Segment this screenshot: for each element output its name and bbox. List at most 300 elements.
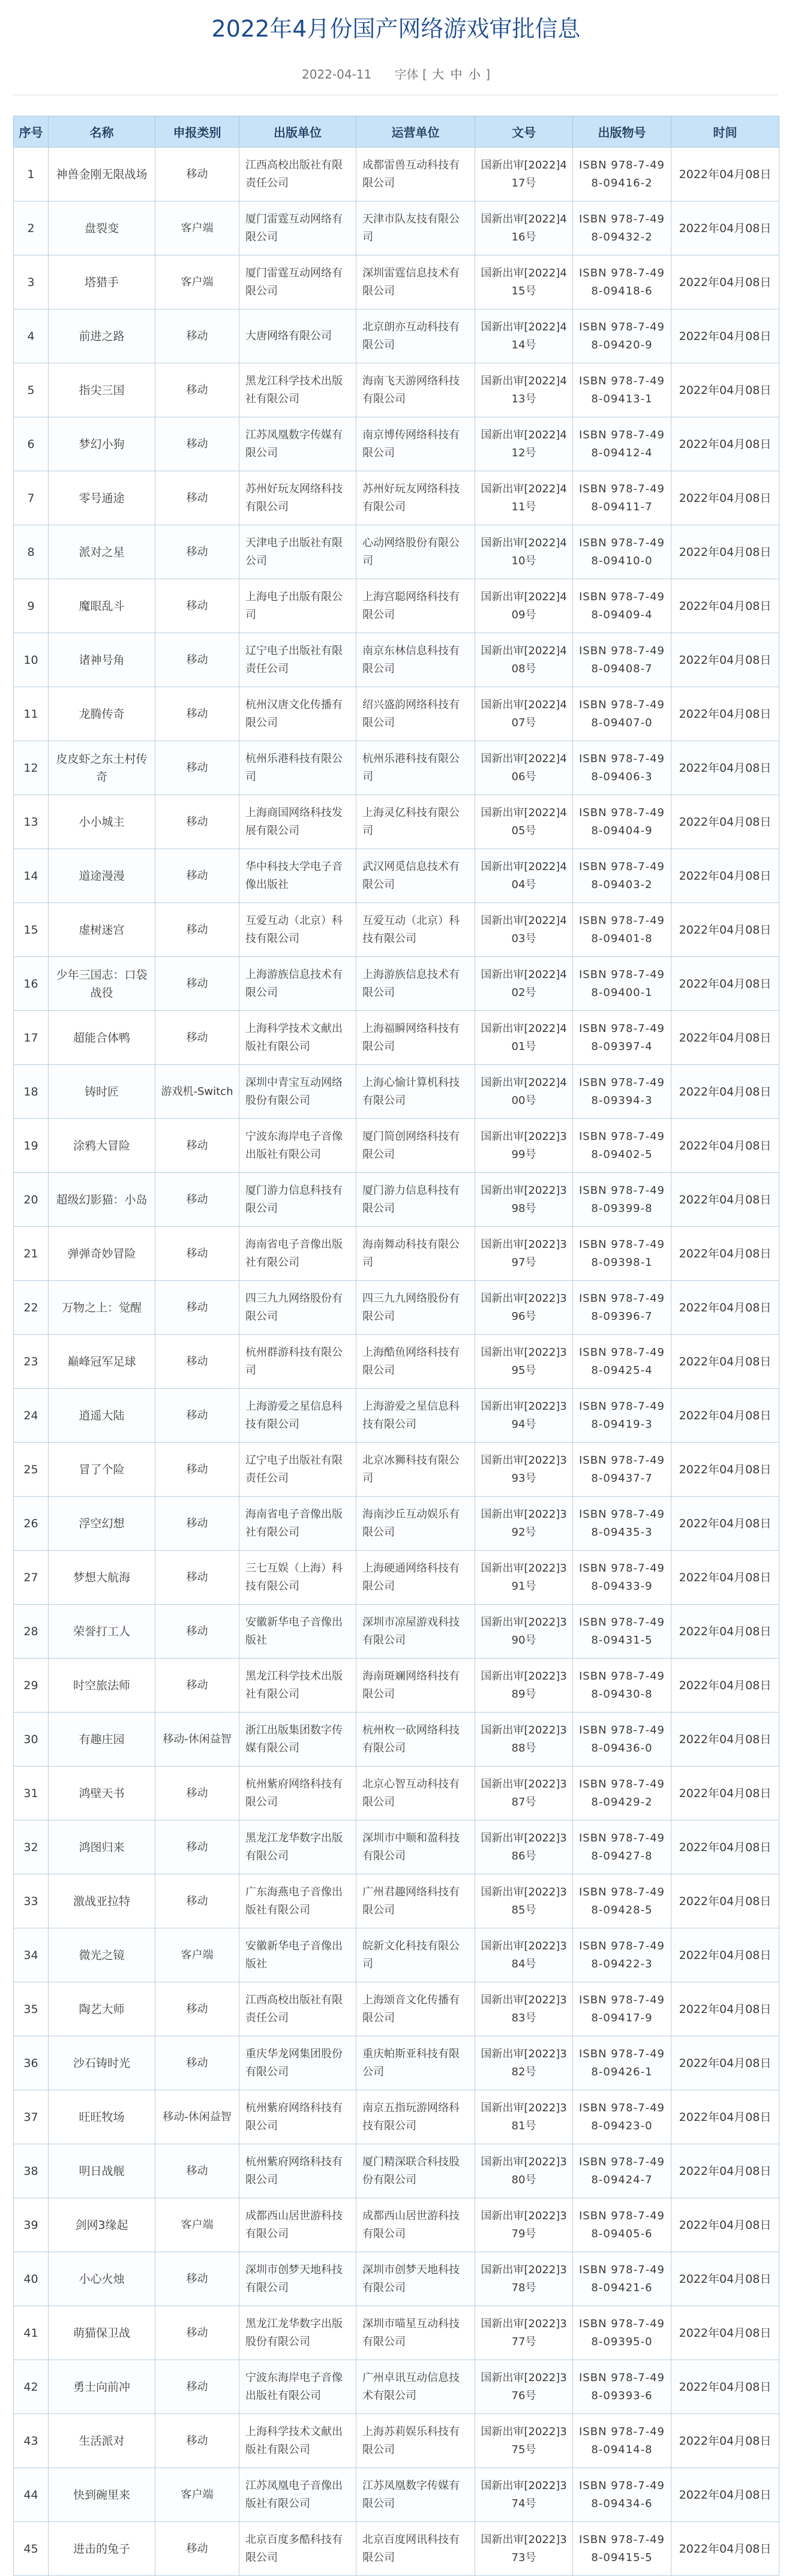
cell-name: 陶艺大师: [49, 1982, 155, 2036]
header-no: 序号: [14, 116, 49, 148]
cell-publisher: 浙江出版集团数字传媒有限公司: [239, 1713, 356, 1767]
cell-isbn: ISBN 978-7-498-09415-5: [573, 2522, 671, 2576]
cell-date: 2022年04月08日: [671, 1767, 779, 1820]
cell-name: 涂鸦大冒险: [49, 1119, 155, 1173]
cell-category: 移动-休闲益智: [155, 1713, 239, 1767]
cell-category: 游戏机-Switch: [155, 1065, 239, 1119]
cell-publisher: 北京百度多酷科技有限公司: [239, 2522, 356, 2576]
table-body: [14, 148, 779, 2576]
cell-date: 2022年04月08日: [671, 1443, 779, 1497]
cell-no: 33: [14, 1874, 49, 1928]
cell-approval-no: 国新出审[2022]376号: [475, 2360, 573, 2414]
cell-approval-no: 国新出审[2022]408号: [475, 633, 573, 687]
cell-category: 移动: [155, 1443, 239, 1497]
cell-isbn: ISBN 978-7-498-09396-7: [573, 1281, 671, 1335]
cell-name: 皮皮虾之东土村传奇: [49, 741, 155, 795]
cell-publisher: 上海科学技术文献出版社有限公司: [239, 2414, 356, 2468]
cell-no: 14: [14, 849, 49, 903]
table-row: [14, 2468, 779, 2522]
cell-publisher: 深圳中青宝互动网络股份有限公司: [239, 1065, 356, 1119]
table-row: [14, 1874, 779, 1928]
cell-publisher: 上海商国网络科技发展有限公司: [239, 795, 356, 849]
cell-operator: 深圳市中顺和盈科技有限公司: [356, 1820, 475, 1874]
cell-isbn: ISBN 978-7-498-09424-7: [573, 2144, 671, 2198]
table-row: [14, 1011, 779, 1065]
cell-isbn: ISBN 978-7-498-09407-0: [573, 687, 671, 741]
header-category: 申报类别: [155, 116, 239, 148]
cell-no: 4: [14, 309, 49, 363]
cell-isbn: ISBN 978-7-498-09430-8: [573, 1659, 671, 1713]
table-row: [14, 1551, 779, 1605]
cell-no: 41: [14, 2306, 49, 2360]
cell-date: 2022年04月08日: [671, 1497, 779, 1551]
cell-category: 移动: [155, 1551, 239, 1605]
cell-category: 客户端: [155, 201, 239, 255]
cell-date: 2022年04月08日: [671, 1605, 779, 1659]
cell-category: 移动: [155, 2522, 239, 2576]
cell-category: 移动: [155, 1497, 239, 1551]
cell-isbn: ISBN 978-7-498-09421-6: [573, 2252, 671, 2306]
cell-category: 移动: [155, 417, 239, 471]
cell-date: 2022年04月08日: [671, 1874, 779, 1928]
cell-operator: 北京朗亦互动科技有限公司: [356, 309, 475, 363]
cell-approval-no: 国新出审[2022]386号: [475, 1820, 573, 1874]
cell-isbn: ISBN 978-7-498-09393-6: [573, 2360, 671, 2414]
cell-category: 移动: [155, 525, 239, 579]
cell-operator: 苏州好玩友网络科技有限公司: [356, 471, 475, 525]
cell-name: 小小城主: [49, 795, 155, 849]
cell-date: 2022年04月08日: [671, 1119, 779, 1173]
header-publisher: 出版单位: [239, 116, 356, 148]
table-row: [14, 1767, 779, 1820]
cell-operator: 上海游爱之星信息科技有限公司: [356, 1389, 475, 1443]
cell-approval-no: 国新出审[2022]394号: [475, 1389, 573, 1443]
table-row: [14, 2090, 779, 2144]
cell-date: 2022年04月08日: [671, 2036, 779, 2090]
cell-publisher: 互爱互动（北京）科技有限公司: [239, 903, 356, 957]
cell-no: 17: [14, 1011, 49, 1065]
cell-no: 24: [14, 1389, 49, 1443]
cell-approval-no: 国新出审[2022]393号: [475, 1443, 573, 1497]
cell-publisher: 黑龙江龙华数字出版有限公司: [239, 1820, 356, 1874]
cell-name: 剑网3缘起: [49, 2198, 155, 2252]
cell-category: 移动: [155, 1605, 239, 1659]
table-row: [14, 957, 779, 1011]
cell-category: 客户端: [155, 2468, 239, 2522]
cell-date: 2022年04月08日: [671, 957, 779, 1011]
cell-category: 移动: [155, 1227, 239, 1281]
cell-date: 2022年04月08日: [671, 1281, 779, 1335]
table-header-row: [14, 116, 779, 148]
cell-approval-no: 国新出审[2022]373号: [475, 2522, 573, 2576]
cell-operator: 深圳市喵星互动科技有限公司: [356, 2306, 475, 2360]
cell-approval-no: 国新出审[2022]391号: [475, 1551, 573, 1605]
cell-approval-no: 国新出审[2022]389号: [475, 1659, 573, 1713]
cell-no: 1: [14, 148, 49, 201]
cell-approval-no: 国新出审[2022]414号: [475, 309, 573, 363]
cell-category: 移动: [155, 1874, 239, 1928]
cell-name: 万物之上：觉醒: [49, 1281, 155, 1335]
cell-operator: 南京博传网络科技有限公司: [356, 417, 475, 471]
cell-operator: 上海宫聪网络科技有限公司: [356, 579, 475, 633]
cell-date: 2022年04月08日: [671, 1659, 779, 1713]
cell-no: 6: [14, 417, 49, 471]
cell-category: 移动: [155, 903, 239, 957]
cell-no: 11: [14, 687, 49, 741]
cell-publisher: 成都西山居世游科技有限公司: [239, 2198, 356, 2252]
cell-no: 8: [14, 525, 49, 579]
cell-approval-no: 国新出审[2022]417号: [475, 148, 573, 201]
cell-approval-no: 国新出审[2022]411号: [475, 471, 573, 525]
cell-operator: 上海硬通网络科技有限公司: [356, 1551, 475, 1605]
cell-no: 21: [14, 1227, 49, 1281]
table-row: [14, 2522, 779, 2576]
cell-approval-no: 国新出审[2022]387号: [475, 1767, 573, 1820]
cell-name: 勇士向前冲: [49, 2360, 155, 2414]
cell-category: 移动: [155, 2036, 239, 2090]
font-size-label: 字体: [394, 67, 419, 82]
table-row: [14, 148, 779, 201]
cell-category: 移动: [155, 1389, 239, 1443]
cell-no: 43: [14, 2414, 49, 2468]
cell-category: 移动: [155, 1119, 239, 1173]
cell-operator: 深圳市创梦天地科技有限公司: [356, 2252, 475, 2306]
cell-isbn: ISBN 978-7-498-09429-2: [573, 1767, 671, 1820]
cell-name: 零号通途: [49, 471, 155, 525]
cell-publisher: 上海游爱之星信息科技有限公司: [239, 1389, 356, 1443]
cell-date: 2022年04月08日: [671, 1335, 779, 1389]
cell-isbn: ISBN 978-7-498-09425-4: [573, 1335, 671, 1389]
cell-name: 巅峰冠军足球: [49, 1335, 155, 1389]
cell-date: 2022年04月08日: [671, 633, 779, 687]
cell-isbn: ISBN 978-7-498-09404-9: [573, 795, 671, 849]
cell-approval-no: 国新出审[2022]392号: [475, 1497, 573, 1551]
cell-approval-no: 国新出审[2022]377号: [475, 2306, 573, 2360]
table-row: [14, 2036, 779, 2090]
cell-name: 魔眼乱斗: [49, 579, 155, 633]
cell-no: 44: [14, 2468, 49, 2522]
cell-publisher: 上海游族信息技术有限公司: [239, 957, 356, 1011]
cell-publisher: 江西高校出版社有限责任公司: [239, 148, 356, 201]
cell-category: 移动: [155, 1173, 239, 1227]
cell-approval-no: 国新出审[2022]400号: [475, 1065, 573, 1119]
cell-date: 2022年04月08日: [671, 201, 779, 255]
cell-isbn: ISBN 978-7-498-09413-1: [573, 363, 671, 417]
cell-no: 39: [14, 2198, 49, 2252]
table-row: [14, 1389, 779, 1443]
cell-publisher: 杭州紫府网络科技有限公司: [239, 2090, 356, 2144]
cell-isbn: ISBN 978-7-498-09419-3: [573, 1389, 671, 1443]
cell-operator: 绍兴盛韵网络科技有限公司: [356, 687, 475, 741]
cell-operator: 厦门游力信息科技有限公司: [356, 1173, 475, 1227]
table-row: [14, 1119, 779, 1173]
cell-isbn: ISBN 978-7-498-09418-6: [573, 255, 671, 309]
cell-isbn: ISBN 978-7-498-09414-8: [573, 2414, 671, 2468]
table-row: [14, 2414, 779, 2468]
cell-approval-no: 国新出审[2022]378号: [475, 2252, 573, 2306]
cell-operator: 杭州枚一砍网络科技有限公司: [356, 1713, 475, 1767]
cell-name: 时空旅法师: [49, 1659, 155, 1713]
cell-publisher: 上海电子出版有限公司: [239, 579, 356, 633]
cell-operator: 上海酷鱼网络科技有限公司: [356, 1335, 475, 1389]
cell-publisher: 苏州好玩友网络科技有限公司: [239, 471, 356, 525]
cell-approval-no: 国新出审[2022]413号: [475, 363, 573, 417]
font-size-small-link[interactable]: 小: [468, 67, 481, 82]
cell-operator: 海南舞动科技有限公司: [356, 1227, 475, 1281]
cell-approval-no: 国新出审[2022]396号: [475, 1281, 573, 1335]
cell-operator: 成都雷兽互动科技有限公司: [356, 148, 475, 201]
table-row: [14, 741, 779, 795]
cell-operator: 海南沙丘互动娱乐有限公司: [356, 1497, 475, 1551]
cell-name: 梦想大航海: [49, 1551, 155, 1605]
cell-name: 鸿图归来: [49, 1820, 155, 1874]
cell-category: 移动: [155, 795, 239, 849]
cell-operator: 北京冰狮科技有限公司: [356, 1443, 475, 1497]
article-meta: [0, 62, 792, 86]
cell-date: 2022年04月08日: [671, 1173, 779, 1227]
cell-isbn: ISBN 978-7-498-09398-1: [573, 1227, 671, 1281]
cell-approval-no: 国新出审[2022]385号: [475, 1874, 573, 1928]
cell-date: 2022年04月08日: [671, 2522, 779, 2576]
cell-operator: 上海颂音文化传播有限公司: [356, 1982, 475, 2036]
cell-category: 客户端: [155, 2198, 239, 2252]
cell-no: 7: [14, 471, 49, 525]
cell-publisher: 四三九九网络股份有限公司: [239, 1281, 356, 1335]
cell-name: 塔猎手: [49, 255, 155, 309]
cell-date: 2022年04月08日: [671, 1982, 779, 2036]
cell-publisher: 杭州乐港科技有限公司: [239, 741, 356, 795]
cell-category: 移动: [155, 957, 239, 1011]
cell-name: 神兽金刚无限战场: [49, 148, 155, 201]
table-row: [14, 417, 779, 471]
cell-isbn: ISBN 978-7-498-09399-8: [573, 1173, 671, 1227]
cell-name: 浮空幻想: [49, 1497, 155, 1551]
cell-name: 诸神号角: [49, 633, 155, 687]
cell-operator: 海南斑斓网络科技有限公司: [356, 1659, 475, 1713]
table-row: [14, 849, 779, 903]
cell-approval-no: 国新出审[2022]399号: [475, 1119, 573, 1173]
table-row: [14, 1281, 779, 1335]
cell-date: 2022年04月08日: [671, 2252, 779, 2306]
cell-publisher: 华中科技大学电子音像出版社: [239, 849, 356, 903]
cell-date: 2022年04月08日: [671, 417, 779, 471]
cell-no: 12: [14, 741, 49, 795]
header-date: 时间: [671, 116, 779, 148]
table-row: [14, 1659, 779, 1713]
cell-category: 客户端: [155, 1928, 239, 1982]
cell-category: 移动: [155, 849, 239, 903]
cell-category: 移动: [155, 2144, 239, 2198]
cell-approval-no: 国新出审[2022]395号: [475, 1335, 573, 1389]
cell-approval-no: 国新出审[2022]415号: [475, 255, 573, 309]
cell-operator: 南京东林信息科技有限公司: [356, 633, 475, 687]
cell-category: 移动: [155, 1659, 239, 1713]
cell-publisher: 重庆华龙网集团股份有限公司: [239, 2036, 356, 2090]
cell-no: 37: [14, 2090, 49, 2144]
cell-publisher: 黑龙江科学技术出版社有限公司: [239, 363, 356, 417]
cell-isbn: ISBN 978-7-498-09433-9: [573, 1551, 671, 1605]
cell-isbn: ISBN 978-7-498-09420-9: [573, 309, 671, 363]
cell-isbn: ISBN 978-7-498-09394-3: [573, 1065, 671, 1119]
cell-no: 20: [14, 1173, 49, 1227]
cell-publisher: 大唐网络有限公司: [239, 309, 356, 363]
cell-category: 移动-休闲益智: [155, 2090, 239, 2144]
cell-name: 前进之路: [49, 309, 155, 363]
cell-operator: 重庆帕斯亚科技有限公司: [356, 2036, 475, 2090]
cell-date: 2022年04月08日: [671, 579, 779, 633]
cell-approval-no: 国新出审[2022]403号: [475, 903, 573, 957]
cell-publisher: 广东海燕电子音像出版社有限公司: [239, 1874, 356, 1928]
cell-no: 32: [14, 1820, 49, 1874]
table-row: [14, 2198, 779, 2252]
cell-isbn: ISBN 978-7-498-09422-3: [573, 1928, 671, 1982]
cell-approval-no: 国新出审[2022]374号: [475, 2468, 573, 2522]
table-row: [14, 2306, 779, 2360]
cell-date: 2022年04月08日: [671, 2090, 779, 2144]
cell-publisher: 厦门雷霆互动网络有限公司: [239, 255, 356, 309]
cell-date: 2022年04月08日: [671, 309, 779, 363]
cell-publisher: 海南省电子音像出版社有限公司: [239, 1497, 356, 1551]
cell-operator: 杭州乐港科技有限公司: [356, 741, 475, 795]
table-row: [14, 1820, 779, 1874]
cell-publisher: 辽宁电子出版社有限责任公司: [239, 1443, 356, 1497]
cell-isbn: ISBN 978-7-498-09428-5: [573, 1874, 671, 1928]
table-row: [14, 525, 779, 579]
cell-date: 2022年04月08日: [671, 471, 779, 525]
cell-date: 2022年04月08日: [671, 525, 779, 579]
cell-name: 冒了个险: [49, 1443, 155, 1497]
cell-category: 移动: [155, 741, 239, 795]
cell-publisher: 黑龙江龙华数字出版股份有限公司: [239, 2306, 356, 2360]
cell-isbn: ISBN 978-7-498-09409-4: [573, 579, 671, 633]
cell-name: 生活派对: [49, 2414, 155, 2468]
cell-no: 26: [14, 1497, 49, 1551]
cell-publisher: 宁波东海岸电子音像出版社有限公司: [239, 1119, 356, 1173]
cell-publisher: 海南省电子音像出版社有限公司: [239, 1227, 356, 1281]
cell-name: 有趣庄园: [49, 1713, 155, 1767]
cell-name: 明日战舰: [49, 2144, 155, 2198]
cell-name: 龙腾传奇: [49, 687, 155, 741]
cell-publisher: 杭州紫府网络科技有限公司: [239, 2144, 356, 2198]
cell-operator: 上海苏莉娱乐科技有限公司: [356, 2414, 475, 2468]
cell-isbn: ISBN 978-7-498-09432-2: [573, 201, 671, 255]
cell-approval-no: 国新出审[2022]412号: [475, 417, 573, 471]
page-title: 2022年4月份国产网络游戏审批信息: [211, 16, 581, 42]
cell-isbn: ISBN 978-7-498-09423-0: [573, 2090, 671, 2144]
cell-publisher: 深圳市创梦天地科技有限公司: [239, 2252, 356, 2306]
cell-publisher: 杭州群游科技有限公司: [239, 1335, 356, 1389]
font-size-medium-link[interactable]: 中: [450, 67, 463, 82]
cell-publisher: 厦门雷霆互动网络有限公司: [239, 201, 356, 255]
cell-date: 2022年04月08日: [671, 255, 779, 309]
cell-category: 移动: [155, 471, 239, 525]
cell-approval-no: 国新出审[2022]410号: [475, 525, 573, 579]
cell-publisher: 三七互娱（上海）科技有限公司: [239, 1551, 356, 1605]
cell-no: 10: [14, 633, 49, 687]
cell-name: 梦幻小狗: [49, 417, 155, 471]
cell-operator: 上海福瞬网络科技有限公司: [356, 1011, 475, 1065]
cell-operator: 深圳雷霆信息技术有限公司: [356, 255, 475, 309]
cell-approval-no: 国新出审[2022]388号: [475, 1713, 573, 1767]
cell-approval-no: 国新出审[2022]416号: [475, 201, 573, 255]
cell-name: 进击的兔子: [49, 2522, 155, 2576]
cell-no: 34: [14, 1928, 49, 1982]
cell-isbn: ISBN 978-7-498-09412-4: [573, 417, 671, 471]
cell-date: 2022年04月08日: [671, 1551, 779, 1605]
table-row: [14, 363, 779, 417]
cell-name: 荣誉打工人: [49, 1605, 155, 1659]
cell-isbn: ISBN 978-7-498-09426-1: [573, 2036, 671, 2090]
cell-operator: 天津市队友技有限公司: [356, 201, 475, 255]
cell-category: 移动: [155, 2360, 239, 2414]
cell-no: 23: [14, 1335, 49, 1389]
table-row: [14, 1065, 779, 1119]
cell-operator: 北京心智互动科技有限公司: [356, 1767, 475, 1820]
cell-category: 移动: [155, 1982, 239, 2036]
font-size-large-link[interactable]: 大: [432, 67, 445, 82]
cell-isbn: ISBN 978-7-498-09401-8: [573, 903, 671, 957]
cell-name: 激战亚拉特: [49, 1874, 155, 1928]
cell-name: 鸿壁天书: [49, 1767, 155, 1820]
cell-isbn: ISBN 978-7-498-09397-4: [573, 1011, 671, 1065]
cell-operator: 成都西山居世游科技有限公司: [356, 2198, 475, 2252]
header-isbn: 出版物号: [573, 116, 671, 148]
cell-isbn: ISBN 978-7-498-09402-5: [573, 1119, 671, 1173]
cell-isbn: ISBN 978-7-498-09410-0: [573, 525, 671, 579]
cell-category: 移动: [155, 363, 239, 417]
cell-category: 客户端: [155, 255, 239, 309]
table-row: [14, 255, 779, 309]
cell-category: 移动: [155, 633, 239, 687]
cell-no: 19: [14, 1119, 49, 1173]
cell-isbn: ISBN 978-7-498-09403-2: [573, 849, 671, 903]
table-row: [14, 2360, 779, 2414]
cell-isbn: ISBN 978-7-498-09435-3: [573, 1497, 671, 1551]
cell-approval-no: 国新出审[2022]405号: [475, 795, 573, 849]
table-row: [14, 687, 779, 741]
cell-operator: 北京百度网讯科技有限公司: [356, 2522, 475, 2576]
cell-approval-no: 国新出审[2022]382号: [475, 2036, 573, 2090]
table-row: [14, 1982, 779, 2036]
cell-publisher: 安徽新华电子音像出版社: [239, 1928, 356, 1982]
cell-date: 2022年04月08日: [671, 687, 779, 741]
cell-approval-no: 国新出审[2022]402号: [475, 957, 573, 1011]
cell-approval-no: 国新出审[2022]375号: [475, 2414, 573, 2468]
cell-isbn: ISBN 978-7-498-09400-1: [573, 957, 671, 1011]
cell-approval-no: 国新出审[2022]390号: [475, 1605, 573, 1659]
cell-no: 45: [14, 2522, 49, 2576]
cell-publisher: 江苏凤凰电子音像出版社有限公司: [239, 2468, 356, 2522]
table-row: [14, 1928, 779, 1982]
cell-isbn: ISBN 978-7-498-09406-3: [573, 741, 671, 795]
cell-no: 36: [14, 2036, 49, 2090]
cell-approval-no: 国新出审[2022]398号: [475, 1173, 573, 1227]
cell-category: 移动: [155, 2414, 239, 2468]
cell-name: 小心火烛: [49, 2252, 155, 2306]
cell-category: 移动: [155, 1011, 239, 1065]
cell-approval-no: 国新出审[2022]381号: [475, 2090, 573, 2144]
cell-operator: 南京五指玩游网络科技有限公司: [356, 2090, 475, 2144]
table-row: [14, 2144, 779, 2198]
cell-publisher: 天津电子出版社有限公司: [239, 525, 356, 579]
cell-approval-no: 国新出审[2022]383号: [475, 1982, 573, 2036]
cell-publisher: 江苏凤凰数字传媒有限公司: [239, 417, 356, 471]
table-row: [14, 1713, 779, 1767]
cell-name: 虚树迷宫: [49, 903, 155, 957]
table-row: [14, 2252, 779, 2306]
cell-no: 27: [14, 1551, 49, 1605]
cell-date: 2022年04月08日: [671, 2360, 779, 2414]
